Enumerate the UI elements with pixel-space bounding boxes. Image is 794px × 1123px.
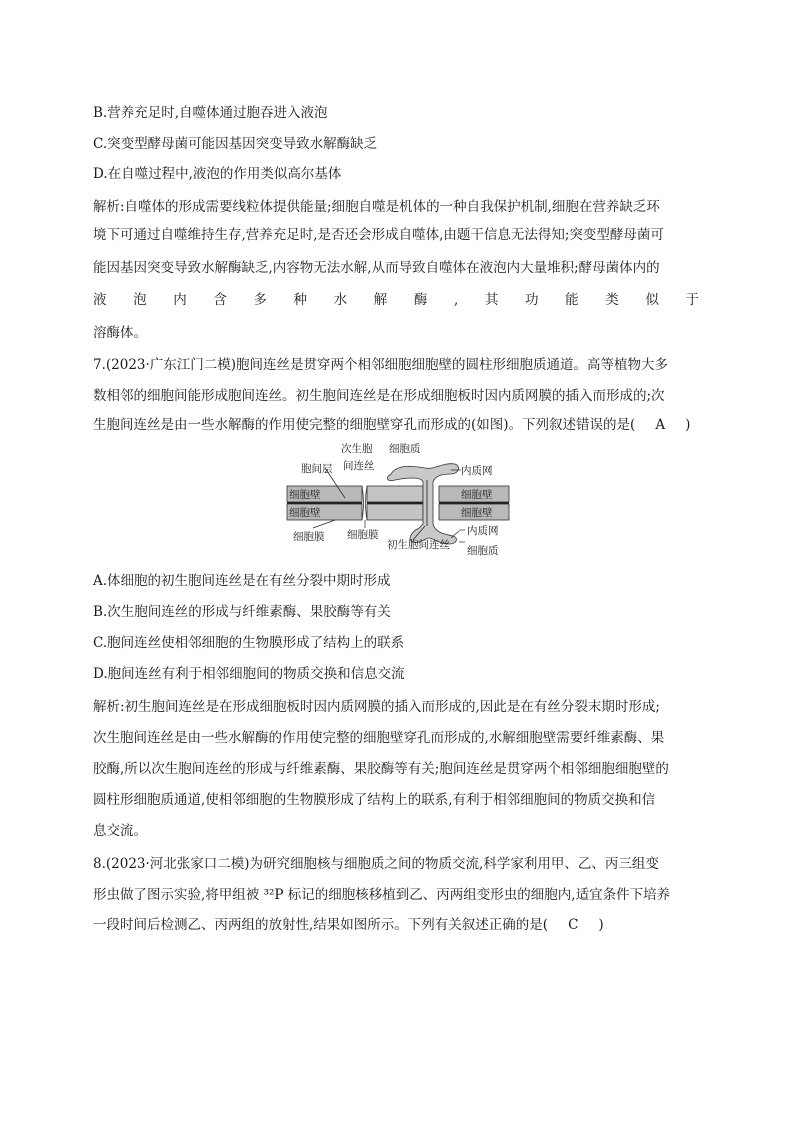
q6-analysis-line-3: 能因基因突变导致水解酶缺乏,内容物无法水解,从而导致自噬体在液泡内大量堆积;酵母菌体内的 bbox=[93, 260, 660, 276]
q7-analysis-line-2: 次生胞间连丝是由一些水解酶的作用使完整的细胞壁穿孔而形成的,水解细胞壁需要纤维素酶、果 bbox=[93, 730, 665, 746]
label-wall-right-2: 细胞壁 bbox=[461, 507, 493, 519]
q8-stem-line-3: 一段时间后检测乙、丙两组的放射性,结果如图所示。下列有关叙述正确的是( C ) bbox=[93, 917, 604, 933]
label-secondary-plasmodesma-1: 次生胞 bbox=[341, 443, 373, 455]
q8-answer: C bbox=[568, 917, 579, 933]
q7-option-d: D.胞间连丝有利于相邻细胞间的物质交换和信息交流 bbox=[93, 666, 405, 682]
q7-analysis-line-1: 解析:初生胞间连丝是在形成细胞板时因内质网膜的插入而形成的,因此是在有丝分裂末期时形成; bbox=[93, 699, 660, 715]
q6-analysis-line-5: 溶酶体。 bbox=[93, 325, 147, 341]
q7-stem-line-3: 生胞间连丝是由一些水解酶的作用使完整的细胞壁穿孔而形成的(如图)。下列叙述错误的是( A ) bbox=[93, 417, 691, 433]
q7-option-a: A.体细胞的初生胞间连丝是在有丝分裂中期时形成 bbox=[93, 573, 391, 589]
label-wall-right-1: 细胞壁 bbox=[461, 489, 493, 501]
secondary-plasmodesma bbox=[362, 486, 367, 520]
cell-wall-mid-lower bbox=[367, 504, 423, 520]
q6-analysis-line-1: 解析:自噬体的形成需要线粒体提供能量;细胞自噬是机体的一种自我保护机制,细胞在营养缺乏环 bbox=[93, 199, 660, 215]
q6-option-d: D.在自噬过程中,液泡的作用类似高尔基体 bbox=[93, 166, 342, 182]
label-secondary-plasmodesma-2: 间连丝 bbox=[343, 460, 375, 472]
q7-analysis-line-5: 息交流。 bbox=[93, 823, 147, 839]
q8-stem-line-1: 8.(2023·河北张家口二模)为研究细胞核与细胞质之间的物质交流,科学家利用甲、乙、丙三组变 bbox=[93, 856, 659, 872]
label-er-top: 内质网 bbox=[461, 465, 493, 477]
plasmodesmata-diagram bbox=[283, 440, 513, 560]
label-primary-plasmodesma: 初生胞间连丝 bbox=[387, 539, 450, 551]
q7-answer: A bbox=[655, 417, 666, 433]
label-cytoplasm-bottom: 细胞质 bbox=[467, 545, 499, 557]
q7-stem-line-1: 7.(2023·广东江门二模)胞间连丝是贯穿两个相邻细胞细胞壁的圆柱形细胞质通道。高等植物大多 bbox=[93, 357, 669, 373]
q7-option-c: C.胞间连丝使相邻细胞的生物膜形成了结构上的联系 bbox=[93, 635, 405, 651]
q7-analysis-line-3: 胶酶,所以次生胞间连丝的形成与纤维素酶、果胶酶等有关;胞间连丝是贯穿两个相邻细胞细胞壁的 bbox=[93, 761, 669, 777]
q6-option-c: C.突变型酵母菌可能因基因突变导致水解酶缺乏 bbox=[93, 136, 378, 152]
q6-analysis-line-2: 境下可通过自噬维持生存,营养充足时,是否还会形成自噬体,由题干信息无法得知;突变型酵母菌可 bbox=[93, 227, 664, 243]
label-membrane-mid: 细胞膜 bbox=[347, 529, 379, 541]
cell-wall-mid-upper bbox=[367, 486, 423, 502]
label-membrane-left: 细胞膜 bbox=[293, 531, 325, 543]
plasmodesmata-svg bbox=[283, 440, 513, 560]
q6-analysis-line-4: 液 泡 内 含 多 种 水 解 酶 , 其 功 能 类 似 于 bbox=[93, 292, 699, 308]
label-middle-lamella: 胞间层 bbox=[301, 463, 333, 475]
label-er-bottom: 内质网 bbox=[467, 525, 499, 537]
q7-stem-line-2: 数相邻的细胞间能形成胞间连丝。初生胞间连丝是在形成细胞板时因内质网膜的插入而形成的;次 bbox=[93, 388, 665, 404]
q7-analysis-line-4: 圆柱形细胞质通道,使相邻细胞的生物膜形成了结构上的联系,有利于相邻细胞间的物质交换和信 bbox=[93, 792, 656, 808]
q7-option-b: B.次生胞间连丝的形成与纤维素酶、果胶酶等有关 bbox=[93, 604, 391, 620]
label-cytoplasm-top: 细胞质 bbox=[389, 443, 421, 455]
label-wall-left-1: 细胞壁 bbox=[289, 489, 321, 501]
q8-stem-line-2: 形虫做了图示实验,将甲组被 ³²P 标记的细胞核移植到乙、丙两组变形虫的细胞内,适宜条件下培养 bbox=[93, 887, 671, 903]
label-wall-left-2: 细胞壁 bbox=[289, 507, 321, 519]
q6-option-b: B.营养充足时,自噬体通过胞吞进入液泡 bbox=[93, 105, 328, 121]
